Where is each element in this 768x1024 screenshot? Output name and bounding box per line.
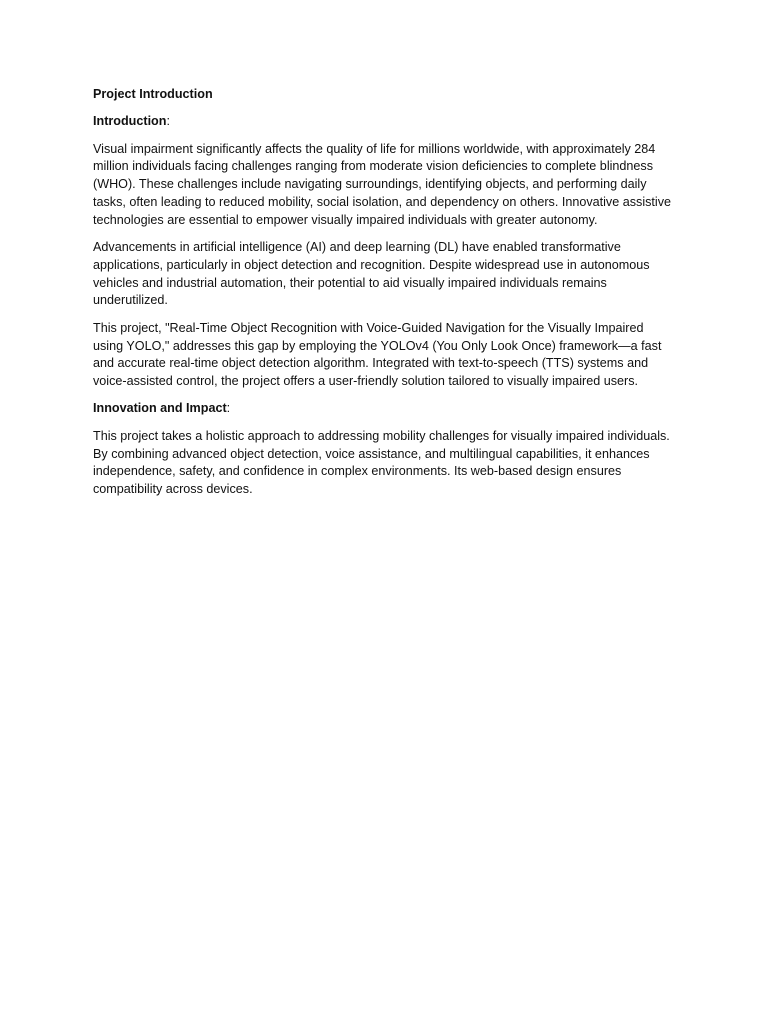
impact-paragraph: This project takes a holistic approach to addressing mobility challenges for visually impaired individuals. By combining advanced object detection, voice assistance, and multilingual capabilities, it enhances independence, safety, and confidence in complex environments. Its web-based design ensures compatibility across devices. <box>93 428 670 497</box>
impact-heading-text: Innovation and Impact <box>93 401 227 416</box>
introduction-paragraph-1: Visual impairment significantly affects the quality of life for millions worldwide, with approximately 284 million individuals facing challenges ranging from moderate vision deficiencies to complete blindness (WHO). These challenges include navigating surroundings, identifying objects, and performing daily tasks, often leading to reduced mobility, social isolation, and dependency on others. Innovative assistive technologies are essential to empower visually impaired individuals with greater autonomy. <box>93 141 672 227</box>
introduction-paragraph-3: This project, "Real-Time Object Recognition with Voice-Guided Navigation for the Visually Impaired using YOLO," addresses this gap by employing the YOLOv4 (You Only Look Once) framework—a fast and accurate real-time object detection algorithm. Integrated with text-to-speech (TTS) systems and voice-assisted control, the project offers a user-friendly solution tailored to visually impaired users. <box>93 320 662 389</box>
impact-heading-colon: : <box>226 401 231 416</box>
introduction-heading-colon: : <box>166 114 170 129</box>
document-page <box>93 86 677 508</box>
introduction-heading-text: Introduction <box>93 114 167 129</box>
introduction-heading <box>93 113 677 131</box>
impact-heading <box>93 400 677 418</box>
document-title: Project Introduction <box>93 87 213 101</box>
introduction-paragraph-2: Advancements in artificial intelligence (AI) and deep learning (DL) have enabled transformative applications, particularly in object detection and recognition. Despite widespread use in autonomous vehicles and industrial automation, their potential to aid visually impaired individuals remains underutilized. <box>93 240 650 308</box>
